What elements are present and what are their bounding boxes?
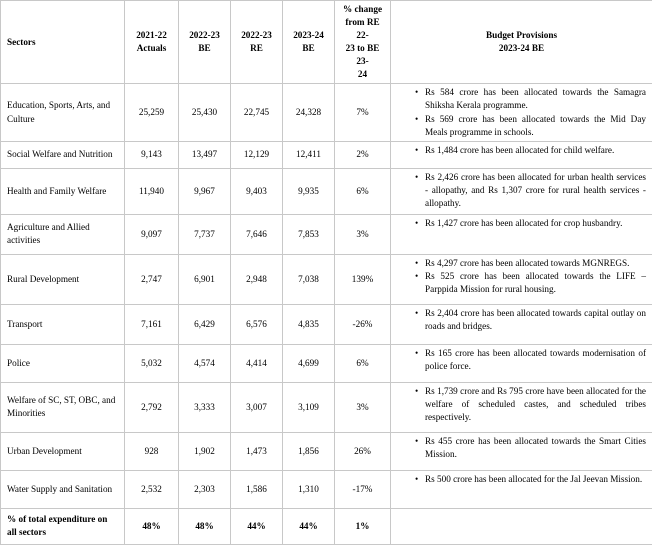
provisions-cell <box>391 214 652 254</box>
total-pct-cell: 1% <box>335 508 391 544</box>
actuals-cell: 9,143 <box>125 141 179 168</box>
table-row <box>1 168 652 214</box>
pct-cell: -26% <box>335 304 391 344</box>
be2324-cell: 12,411 <box>283 141 335 168</box>
provisions-list <box>411 217 646 230</box>
actuals-cell: 2,532 <box>125 470 179 508</box>
header-be-2324: 2023-24 BE <box>283 1 335 84</box>
re2223-cell: 3,007 <box>231 382 283 432</box>
table-body <box>1 84 652 544</box>
provision-item: • Rs 1,484 crore has been allocated for child welfare. <box>425 144 646 157</box>
header-row <box>1 1 652 84</box>
be2223-cell: 3,333 <box>179 382 231 432</box>
provisions-cell <box>391 168 652 214</box>
be2223-cell: 6,901 <box>179 254 231 304</box>
table-row <box>1 344 652 382</box>
total-be2324-cell: 44% <box>283 508 335 544</box>
be2223-cell: 2,303 <box>179 470 231 508</box>
provisions-cell <box>391 382 652 432</box>
pct-cell: -17% <box>335 470 391 508</box>
sector-cell: Health and Family Welfare <box>1 168 125 214</box>
table-row <box>1 470 652 508</box>
table-row <box>1 382 652 432</box>
re2223-cell: 9,403 <box>231 168 283 214</box>
be2324-cell: 3,109 <box>283 382 335 432</box>
provision-item: • Rs 4,297 crore has been allocated towards MGNREGS. <box>425 257 646 270</box>
be2324-cell: 4,835 <box>283 304 335 344</box>
provision-item: • Rs 2,426 crore has been allocated for urban health services - allopathy, and Rs 1,307 crore for rural health services - allopathy. <box>425 171 646 210</box>
provision-item: • Rs 525 crore has been allocated towards the LIFE – Parppida Mission for rural housing. <box>425 270 646 296</box>
actuals-cell: 9,097 <box>125 214 179 254</box>
table-row <box>1 141 652 168</box>
pct-cell: 3% <box>335 214 391 254</box>
be2324-cell: 24,328 <box>283 84 335 141</box>
actuals-cell: 11,940 <box>125 168 179 214</box>
provisions-cell <box>391 84 652 141</box>
table-row <box>1 254 652 304</box>
sector-cell: Welfare of SC, ST, OBC, and Minorities <box>1 382 125 432</box>
actuals-cell: 928 <box>125 432 179 470</box>
re2223-cell: 2,948 <box>231 254 283 304</box>
total-re2223-cell: 44% <box>231 508 283 544</box>
be2223-cell: 9,967 <box>179 168 231 214</box>
re2223-cell: 7,646 <box>231 214 283 254</box>
provisions-cell <box>391 470 652 508</box>
be2324-cell: 7,038 <box>283 254 335 304</box>
be2324-cell: 9,935 <box>283 168 335 214</box>
provision-item: • Rs 569 crore has been allocated towards the Mid Day Meals programme in schools. <box>425 113 646 139</box>
pct-cell: 26% <box>335 432 391 470</box>
pct-cell: 2% <box>335 141 391 168</box>
provisions-cell <box>391 344 652 382</box>
table-row <box>1 304 652 344</box>
sector-cell: Transport <box>1 304 125 344</box>
pct-cell: 7% <box>335 84 391 141</box>
provisions-list <box>411 385 646 424</box>
table-row <box>1 214 652 254</box>
pct-cell: 139% <box>335 254 391 304</box>
actuals-cell: 7,161 <box>125 304 179 344</box>
actuals-cell: 2,747 <box>125 254 179 304</box>
sector-cell: Police <box>1 344 125 382</box>
provision-item: • Rs 455 crore has been allocated towards the Smart Cities Mission. <box>425 435 646 461</box>
be2223-cell: 1,902 <box>179 432 231 470</box>
pct-cell: 3% <box>335 382 391 432</box>
provisions-list <box>411 347 646 373</box>
provisions-list <box>411 144 646 157</box>
header-provisions: Budget Provisions 2023-24 BE <box>391 1 652 84</box>
provisions-cell <box>391 141 652 168</box>
actuals-cell: 5,032 <box>125 344 179 382</box>
re2223-cell: 22,745 <box>231 84 283 141</box>
provisions-list <box>411 435 646 461</box>
total-row <box>1 508 652 544</box>
be2223-cell: 25,430 <box>179 84 231 141</box>
header-be-2223: 2022-23 BE <box>179 1 231 84</box>
total-provisions-cell <box>391 508 652 544</box>
provisions-list <box>411 171 646 210</box>
sector-cell: Education, Sports, Arts, and Culture <box>1 84 125 141</box>
provisions-cell <box>391 254 652 304</box>
be2223-cell: 7,737 <box>179 214 231 254</box>
provision-item: • Rs 584 crore has been allocated towards the Samagra Shiksha Kerala programme. <box>425 86 646 112</box>
sector-cell: Agriculture and Allied activities <box>1 214 125 254</box>
be2223-cell: 4,574 <box>179 344 231 382</box>
be2324-cell: 4,699 <box>283 344 335 382</box>
table-row <box>1 432 652 470</box>
be2324-cell: 1,856 <box>283 432 335 470</box>
sector-cell: Social Welfare and Nutrition <box>1 141 125 168</box>
provision-item: • Rs 165 crore has been allocated towards modernisation of police force. <box>425 347 646 373</box>
sector-cell: Urban Development <box>1 432 125 470</box>
actuals-cell: 25,259 <box>125 84 179 141</box>
be2324-cell: 1,310 <box>283 470 335 508</box>
sector-cell: Rural Development <box>1 254 125 304</box>
re2223-cell: 1,586 <box>231 470 283 508</box>
sector-cell: Water Supply and Sanitation <box>1 470 125 508</box>
actuals-cell: 2,792 <box>125 382 179 432</box>
pct-cell: 6% <box>335 168 391 214</box>
header-re-2223: 2022-23 RE <box>231 1 283 84</box>
table-row <box>1 84 652 141</box>
be2324-cell: 7,853 <box>283 214 335 254</box>
provision-item: • Rs 1,427 crore has been allocated for crop husbandry. <box>425 217 646 230</box>
provisions-list <box>411 473 646 486</box>
provision-item: • Rs 1,739 crore and Rs 795 crore have been allocated for the welfare of scheduled castes, and scheduled tribes respectively. <box>425 385 646 424</box>
provisions-list <box>411 307 646 333</box>
total-label-cell: % of total expenditure on all sectors <box>1 508 125 544</box>
provisions-cell <box>391 432 652 470</box>
re2223-cell: 1,473 <box>231 432 283 470</box>
header-actuals-2122: 2021-22 Actuals <box>125 1 179 84</box>
be2223-cell: 6,429 <box>179 304 231 344</box>
header-pct-change: % change from RE 22- 23 to BE 23- 24 <box>335 1 391 84</box>
total-be2223-cell: 48% <box>179 508 231 544</box>
pct-cell: 6% <box>335 344 391 382</box>
provisions-list <box>411 257 646 296</box>
re2223-cell: 4,414 <box>231 344 283 382</box>
total-actuals-cell: 48% <box>125 508 179 544</box>
provision-item: • Rs 2,404 crore has been allocated towards capital outlay on roads and bridges. <box>425 307 646 333</box>
header-sectors: Sectors <box>1 1 125 84</box>
re2223-cell: 12,129 <box>231 141 283 168</box>
provisions-cell <box>391 304 652 344</box>
be2223-cell: 13,497 <box>179 141 231 168</box>
provision-item: • Rs 500 crore has been allocated for the Jal Jeevan Mission. <box>425 473 646 486</box>
provisions-list <box>411 86 646 138</box>
re2223-cell: 6,576 <box>231 304 283 344</box>
